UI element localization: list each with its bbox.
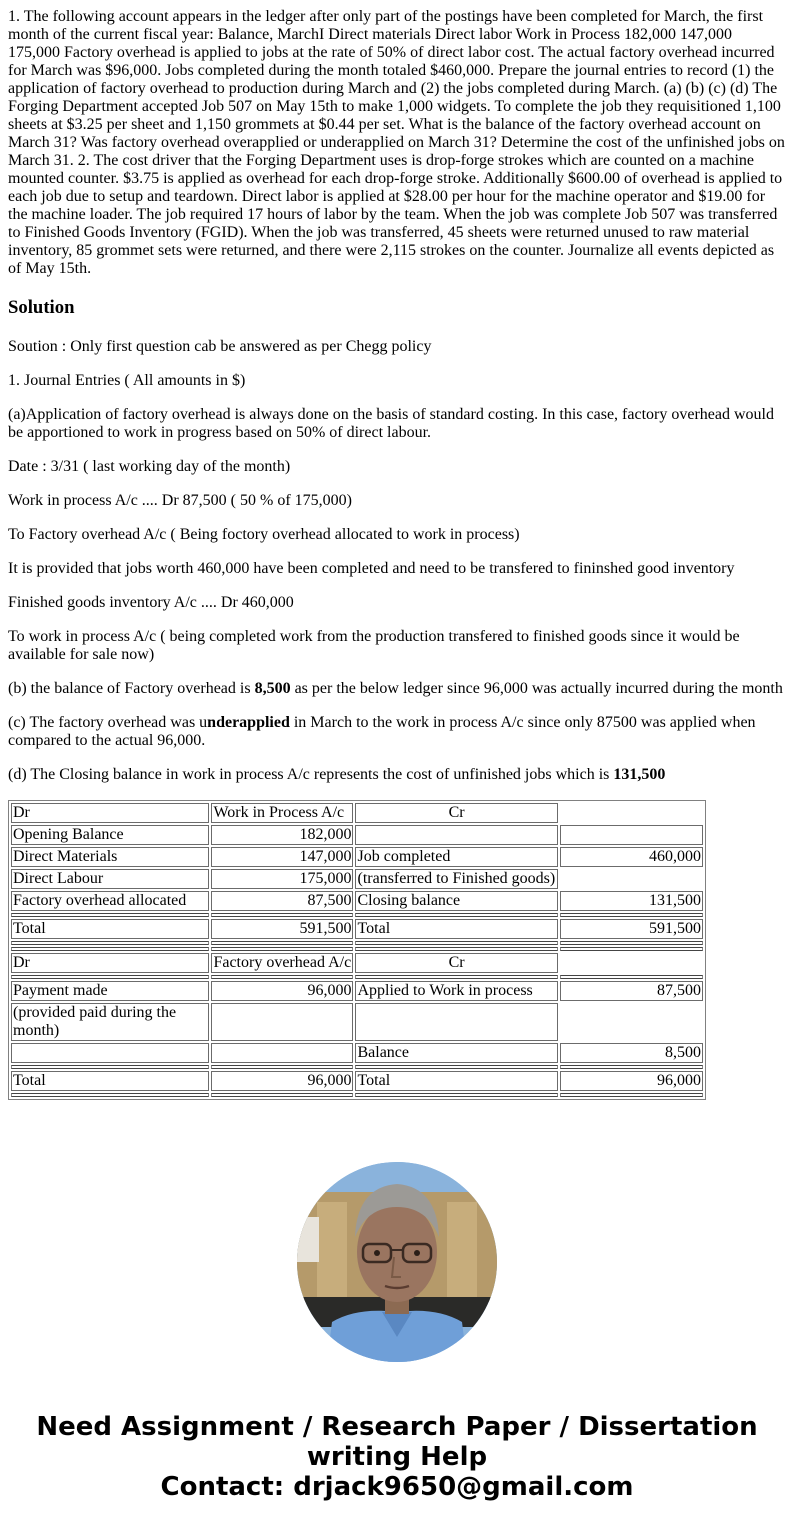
tutor-portrait-icon: [297, 1162, 497, 1362]
entry-date: Date : 3/31 ( last working day of the month): [8, 458, 291, 475]
promo-contact: Contact: drjack9650@gmail.com: [160, 1472, 634, 1502]
divider: [11, 1065, 703, 1069]
avatar: [297, 1162, 497, 1362]
divider: [11, 975, 703, 979]
promo-banner: [8, 1412, 786, 1502]
part-a-explanation: (a)Application of factory overhead is always done on the basis of standard costing. In this case, factory overhead would be apportioned to work in progress based on 50% of direct labour.: [8, 406, 774, 441]
wip-total-row: Total 591,500 Total 591,500: [13, 920, 701, 937]
tutor-avatar-container: [8, 1162, 786, 1362]
cr-label: Cr: [355, 953, 557, 973]
underapplied-word: nderapplied: [207, 714, 290, 731]
foh-total-row: Total 96,000 Total 96,000: [13, 1072, 701, 1089]
dr-label: Dr: [11, 953, 209, 973]
table-row: Factory overhead allocated 87,500 Closing balance 131,500: [13, 892, 701, 909]
wip-account-title: Work in Process A/c: [211, 803, 353, 823]
table-row: Balance 8,500: [11, 1043, 703, 1063]
table-row: Direct Labour 175,000 (transferred to Finished goods): [11, 869, 703, 889]
foh-account-title: Factory overhead A/c: [211, 953, 353, 973]
overhead-balance-value: 8,500: [254, 680, 291, 697]
entry-2-credit: To work in process A/c ( being completed work from the production transfered to finished goods since it would be available for sale now): [8, 628, 740, 663]
entry-1-credit: To Factory overhead A/c ( Being foctory overhead allocated to work in process): [8, 526, 520, 543]
promo-headline: Need Assignment / Research Paper / Dissertation writing Help: [36, 1412, 758, 1472]
cr-label: Cr: [355, 803, 557, 823]
part-c-answer: (c) The factory overhead was underapplied in March to the work in process A/c since only 87500 was applied when compared to the actual 96,000.: [8, 714, 756, 749]
ledger-table: [8, 800, 706, 1100]
dr-label: Dr: [11, 803, 209, 823]
divider: [11, 947, 703, 951]
divider: [11, 941, 703, 945]
wip-header-row: [11, 803, 703, 823]
table-row: Payment made 96,000 Applied to Work in process 87,500: [13, 982, 701, 999]
journal-entries-title: 1. Journal Entries ( All amounts in $): [8, 372, 246, 389]
question-text: 1. The following account appears in the ledger after only part of the postings have been completed for March, the first month of the current fiscal year: Balance, MarchI Direct materials Direct labor Work in Process 182,000 147,000 175,000 Factory overhead is applied to jobs at the rate of 50% of direct labor cost. The actual factory overhead incurred for March was $96,000. Jobs completed during the month totaled $460,000. Prepare the journal entries to record (1) the application of factory overhead to production during March and (2) the jobs completed during March. (a) (b) (c) (d) The Forging Department accepted Job 507 on May 15th to make 1,000 widgets. To complete the job they requisitioned 1,100 sheets at $3.25 per sheet and 1,150 grommets at $0.44 per set. What is the balance of the factory overhead account on March 31? Was factory overhead overapplied or underapplied on March 31? Determine the cost of the unfinished jobs on March 31. 2. The cost driver that the Forging Department uses is drop-forge strokes which are counted on a machine mounted counter. $3.75 is applied as overhead for each drop-forge stroke. Additionally $600.00 of overhead is applied to each job due to setup and teardown. Direct labor is applied at $28.00 per hour for the machine operator and $19.00 for the machine loader. The job required 17 hours of labor by the team. When the job was complete Job 507 was transferred to Finished Goods Inventory (FGID). When the job was transferred, 45 sheets were returned unused to raw material inventory, 85 grommet sets were returned, and there were 2,115 strokes on the counter. Journalize all events depicted as of May 15th.: [8, 8, 785, 277]
solution-heading: Solution: [8, 297, 75, 318]
entry-1-debit: Work in process A/c .... Dr 87,500 ( 50 % of 175,000): [8, 492, 352, 509]
solution-note: Soution : Only first question cab be answered as per Chegg policy: [8, 338, 432, 355]
table-row: (provided paid during the month): [11, 1003, 703, 1041]
part-b-answer: (b) the balance of Factory overhead is 8,500 as per the below ledger since 96,000 was actually incurred during the month: [8, 680, 783, 697]
foh-header-row: [11, 953, 703, 973]
divider: [11, 913, 703, 917]
divider: [11, 1093, 703, 1097]
part-d-answer: (d) The Closing balance in work in process A/c represents the cost of unfinished jobs which is 131,500: [8, 766, 666, 783]
entry-2-context: It is provided that jobs worth 460,000 have been completed and need to be transfered to fininshed good inventory: [8, 560, 735, 577]
table-row: Opening Balance 182,000: [11, 825, 703, 845]
unfinished-jobs-value: 131,500: [613, 766, 666, 783]
entry-2-debit: Finished goods inventory A/c .... Dr 460,000: [8, 594, 294, 611]
table-row: Direct Materials 147,000 Job completed 460,000: [13, 848, 701, 865]
